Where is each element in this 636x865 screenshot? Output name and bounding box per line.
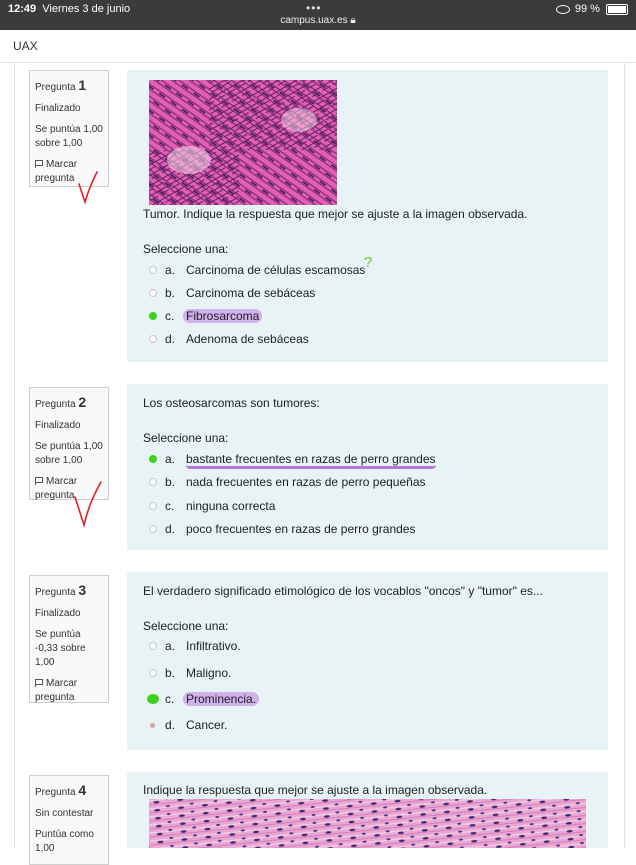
option-text: Carcinoma de células escamosas xyxy=(186,263,366,277)
option-letter: d. xyxy=(165,522,176,536)
question-number: Pregunta 4 xyxy=(35,782,87,798)
radio-option[interactable] xyxy=(149,266,157,274)
question-number: Pregunta 3 xyxy=(35,582,87,598)
option-text: Infiltrativo. xyxy=(186,639,241,653)
question-4-info xyxy=(29,775,109,865)
radio-option[interactable] xyxy=(149,289,157,297)
radio-option[interactable] xyxy=(149,525,157,533)
option-text: ninguna correcta xyxy=(186,499,276,513)
question-1-histology-image xyxy=(149,80,337,205)
option-letter: c. xyxy=(165,499,175,513)
red-checkmark-annotation xyxy=(76,170,100,206)
question-number: Pregunta 2 xyxy=(35,394,87,410)
status-time: 12:49 xyxy=(8,3,37,15)
question-3-info xyxy=(29,575,109,703)
option-text xyxy=(186,309,262,323)
question-1-content xyxy=(127,70,608,362)
radio-option[interactable] xyxy=(149,502,157,510)
highlighted-answer: Fibrosarcoma xyxy=(183,309,262,323)
site-brand[interactable]: UAX xyxy=(13,39,38,53)
content-border-right xyxy=(624,62,625,848)
quiz-review-page xyxy=(0,62,636,854)
question-3-content xyxy=(127,572,608,750)
status-date: Viernes 3 de junio xyxy=(42,3,131,15)
option-letter: a. xyxy=(165,263,176,277)
question-text: El verdadero significado etimológico de los vocablos "oncos" y "tumor" es... xyxy=(143,584,543,598)
radio-option[interactable] xyxy=(149,669,157,677)
option-letter: c. xyxy=(165,692,175,706)
flag-icon xyxy=(35,477,43,485)
option-text: nada frecuentes en razas de perro pequeñas xyxy=(186,475,426,489)
multitask-dots-icon[interactable]: ••• xyxy=(306,1,322,15)
highlighted-answer: Prominencia. xyxy=(183,692,259,706)
question-grade: Se puntúa 1,00 sobre 1,00 xyxy=(35,441,103,466)
question-grade: Se puntúa -0,33 sobre 1,00 xyxy=(35,629,86,668)
battery-icon xyxy=(606,4,628,15)
question-2-content xyxy=(127,384,608,550)
url-text: campus.uax.es xyxy=(280,15,348,26)
content-border-left xyxy=(14,62,15,848)
select-prompt: Seleccione una: xyxy=(143,242,229,256)
option-letter: b. xyxy=(165,286,176,300)
question-state: Finalizado xyxy=(35,103,81,114)
radio-option[interactable] xyxy=(149,478,157,486)
option-letter: a. xyxy=(165,452,176,466)
question-state: Finalizado xyxy=(35,420,81,431)
question-mark-annotation: ? xyxy=(364,254,373,271)
screen-record-icon xyxy=(556,5,570,14)
flag-question-link[interactable]: Marcar pregunta xyxy=(35,678,78,703)
option-letter: b. xyxy=(165,666,176,680)
radio-option-selected[interactable] xyxy=(149,455,157,463)
status-time-date xyxy=(8,3,130,15)
question-text: Los osteosarcomas son tumores: xyxy=(143,396,320,410)
radio-option[interactable] xyxy=(149,642,157,650)
flag-question-link[interactable]: Marcar pregunta xyxy=(35,159,78,184)
radio-option[interactable] xyxy=(149,335,157,343)
option-text: Carcinoma de sebáceas xyxy=(186,286,316,300)
question-state: Sin contestar xyxy=(35,808,94,819)
question-state: Finalizado xyxy=(35,608,81,619)
site-header xyxy=(0,30,636,63)
status-right xyxy=(556,3,628,15)
option-letter: b. xyxy=(165,475,176,489)
option-text: poco frecuentes en razas de perro grandes xyxy=(186,522,416,536)
address-bar[interactable] xyxy=(0,15,636,26)
option-letter: d. xyxy=(165,332,176,346)
option-letter: c. xyxy=(165,309,175,323)
radio-option-selected[interactable] xyxy=(147,694,159,704)
select-prompt: Seleccione una: xyxy=(143,431,229,445)
option-letter: a. xyxy=(165,639,176,653)
flag-icon xyxy=(35,679,43,687)
radio-option[interactable] xyxy=(150,723,155,728)
radio-option-selected[interactable] xyxy=(149,312,157,320)
flag-question-link[interactable]: Marcar pregunta xyxy=(35,476,78,501)
battery-percent: 99 % xyxy=(574,3,600,15)
option-text: Maligno. xyxy=(186,666,232,680)
question-4-histology-image xyxy=(149,799,586,848)
question-text: Tumor. Indique la respuesta que mejor se ajuste a la imagen observada. xyxy=(143,207,528,221)
flag-icon xyxy=(35,160,43,168)
question-number: Pregunta 1 xyxy=(35,77,87,93)
red-checkmark-annotation xyxy=(72,479,104,529)
status-bar xyxy=(0,0,636,30)
question-grade: Se puntúa 1,00 sobre 1,00 xyxy=(35,124,103,149)
lock-icon: 🔒︎ xyxy=(350,15,356,26)
option-text: Cancer. xyxy=(186,718,228,732)
option-text: bastante frecuentes en razas de perro grandes xyxy=(186,452,436,469)
select-prompt: Seleccione una: xyxy=(143,619,229,633)
option-text xyxy=(186,692,259,706)
question-4-content xyxy=(127,772,608,848)
question-text: Indique la respuesta que mejor se ajuste a la imagen observada. xyxy=(143,783,488,797)
option-letter: d. xyxy=(165,718,176,732)
option-text: Adenoma de sebáceas xyxy=(186,332,309,346)
question-grade: Puntúa como 1,00 xyxy=(35,829,94,854)
